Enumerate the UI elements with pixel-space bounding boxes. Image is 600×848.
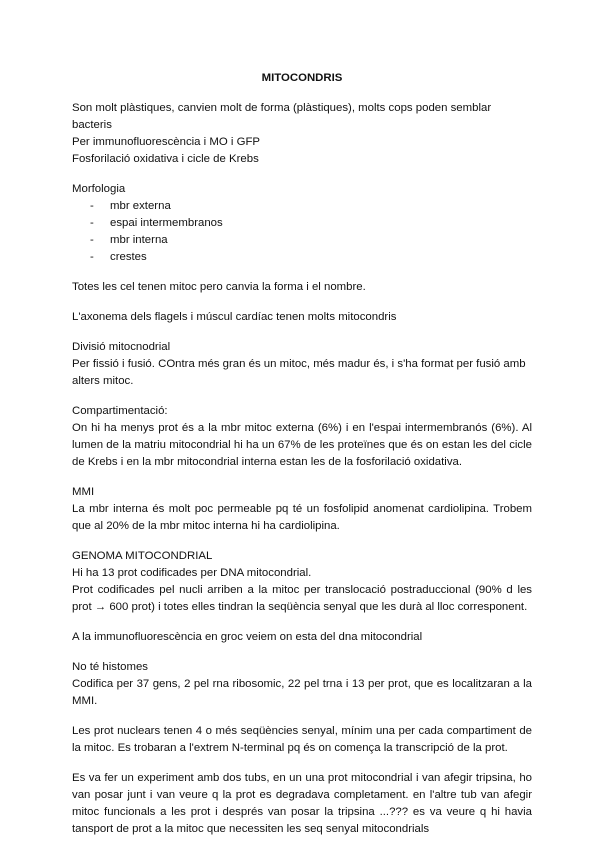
divisio-heading: Divisió mitocnodrial bbox=[72, 341, 171, 353]
intro-line: Son molt plàstiques, canvien molt de forma (plàstiques), molts cops poden semblar bacteris bbox=[72, 102, 492, 131]
paragraph-experiment: Es va fer un experiment amb dos tubs, en un una prot mitocondrial i van afegir tripsina, ho van posar junt i van veure q la prot es degradava completament. en l'altre tub van afegir mitoc funcionals a les prot i després van posar la tripsina ...??? es va veure q hi havia tansport de prot a la mitoc que necessiten les seq senyal mitocondrials bbox=[72, 772, 532, 835]
genoma-heading: GENOMA MITOCONDRIAL bbox=[72, 550, 213, 562]
genoma-line: Prot codificades pel nucli arriben a la mitoc per translocació postraduccional (90% d les prot → 600 prot) i totes elles tindran la seqüència senyal que les durà al lloc corresponent. bbox=[72, 584, 532, 613]
compartimentacio-heading: Compartimentació: bbox=[72, 405, 168, 417]
mmi-heading: MMI bbox=[72, 486, 95, 498]
histones-section bbox=[72, 659, 532, 710]
mmi-text: La mbr interna és molt poc permeable pq té un fosfolipid anomenat cardiolipina. Trobem que al 20% de la mbr mitoc interna hi ha cardiolipina. bbox=[72, 503, 532, 532]
list-item: - espai intermembranos bbox=[72, 215, 532, 232]
paragraph-totes: Totes les cel tenen mitoc pero canvia la forma i el nombre. bbox=[72, 281, 366, 293]
page-title: MITOCONDRIS bbox=[261, 72, 343, 84]
histones-heading: No té histomes bbox=[72, 661, 148, 673]
paragraph-immuno: A la immunofluorescència en groc veiem on esta del dna mitocondrial bbox=[72, 631, 423, 643]
divisio-text: Per fissió i fusió. COntra més gran és un mitoc, més madur és, i s'ha format per fusió amb alters mitoc. bbox=[72, 358, 526, 387]
document-page bbox=[72, 70, 532, 838]
morfologia-list bbox=[72, 198, 532, 266]
list-item: - crestes bbox=[72, 249, 532, 266]
genoma-section bbox=[72, 548, 532, 616]
compartimentacio-section bbox=[72, 403, 532, 471]
compartimentacio-text: On hi ha menys prot és a la mbr mitoc externa (6%) i en l'espai intermembranós (6%). Al lumen de la matriu mitocondrial hi ha un 67% de les proteïnes que és on estan les del cicle de Krebs i en la mbr mitocondrial interna estan les de la fosforilació oxidativa. bbox=[72, 422, 532, 468]
genoma-line: Hi ha 13 prot codificades per DNA mitocondrial. bbox=[72, 567, 312, 579]
histones-text: Codifica per 37 gens, 2 pel rna ribosomic, 22 pel trna i 13 per prot, que es localitzaran a la MMI. bbox=[72, 678, 532, 707]
list-item: - mbr interna bbox=[72, 232, 532, 249]
mmi-section bbox=[72, 484, 532, 535]
paragraph-nuclears: Les prot nuclears tenen 4 o més seqüències senyal, mínim una per cada compartiment de la mitoc. Es trobaran a l'extrem N-terminal pq és on comença la transcripció de la prot. bbox=[72, 725, 532, 754]
intro-block bbox=[72, 100, 532, 168]
morfologia-section bbox=[72, 181, 532, 266]
divisio-section bbox=[72, 339, 532, 390]
list-item: - mbr externa bbox=[72, 198, 532, 215]
paragraph-axonema: L'axonema dels flagels i múscul cardíac tenen molts mitocondris bbox=[72, 311, 397, 323]
intro-line: Fosforilació oxidativa i cicle de Krebs bbox=[72, 153, 259, 165]
intro-line: Per immunofluorescència i MO i GFP bbox=[72, 136, 261, 148]
morfologia-heading: Morfologia bbox=[72, 183, 126, 195]
